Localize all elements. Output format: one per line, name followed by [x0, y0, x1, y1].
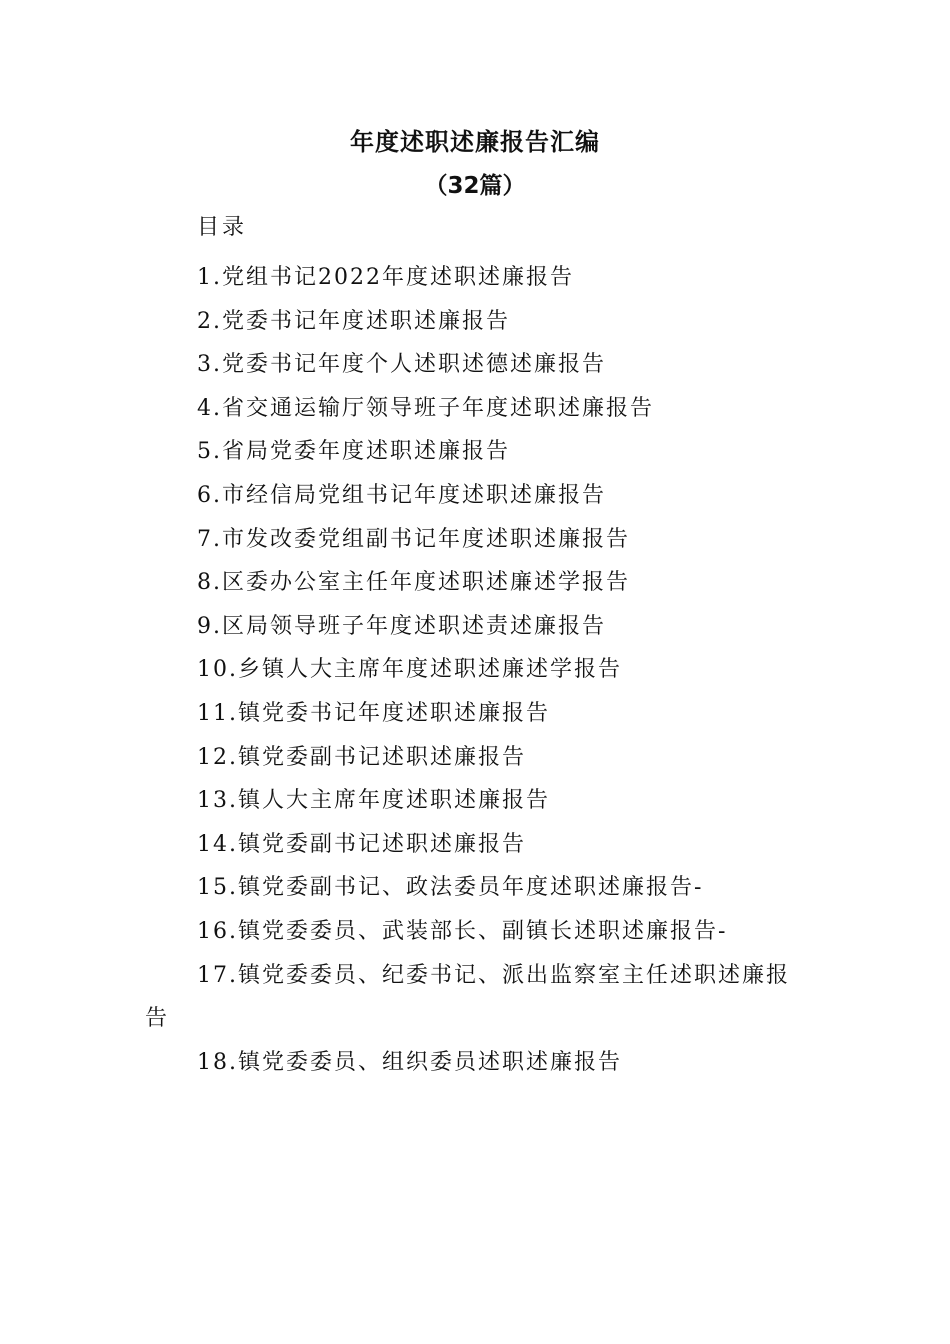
- toc-item: 18.镇党委委员、组织委员述职述廉报告: [197, 1049, 622, 1075]
- toc-item: 6.市经信局党组书记年度述职述廉报告: [197, 482, 606, 508]
- toc-item: 12.镇党委副书记述职述廉报告: [197, 744, 526, 770]
- toc-item: 7.市发改委党组副书记年度述职述廉报告: [197, 526, 630, 552]
- table-of-contents: [145, 256, 810, 1084]
- toc-item: 15.镇党委副书记、政法委员年度述职述廉报告-: [197, 875, 704, 901]
- toc-item: 1.党组书记2022年度述职述廉报告: [197, 265, 574, 290]
- toc-item: 9.区局领导班子年度述职述责述廉报告: [197, 613, 606, 639]
- toc-item: 3.党委书记年度个人述职述德述廉报告: [197, 352, 606, 378]
- toc-heading: 目录: [197, 215, 248, 240]
- toc-item: 5.省局党委年度述职述廉报告: [197, 439, 510, 465]
- toc-item: 14.镇党委副书记述职述廉报告: [197, 831, 526, 857]
- toc-item: 10.乡镇人大主席年度述职述廉述学报告: [197, 657, 622, 683]
- toc-item: 16.镇党委委员、武装部长、副镇长述职述廉报告-: [197, 918, 728, 944]
- toc-item: 13.镇人大主席年度述职述廉报告: [197, 788, 550, 814]
- toc-item: 11.镇党委书记年度述职述廉报告: [197, 700, 550, 726]
- toc-item: 17.镇党委委员、纪委书记、派出监察室主任述职述廉报告: [145, 962, 790, 1032]
- document-subtitle: （32篇）: [424, 173, 526, 199]
- toc-item: 8.区委办公室主任年度述职述廉述学报告: [197, 570, 630, 596]
- toc-item: 2.党委书记年度述职述廉报告: [197, 308, 510, 334]
- document-title: 年度述职述廉报告汇编: [350, 128, 600, 156]
- toc-item: 4.省交通运输厅领导班子年度述职述廉报告: [197, 395, 654, 421]
